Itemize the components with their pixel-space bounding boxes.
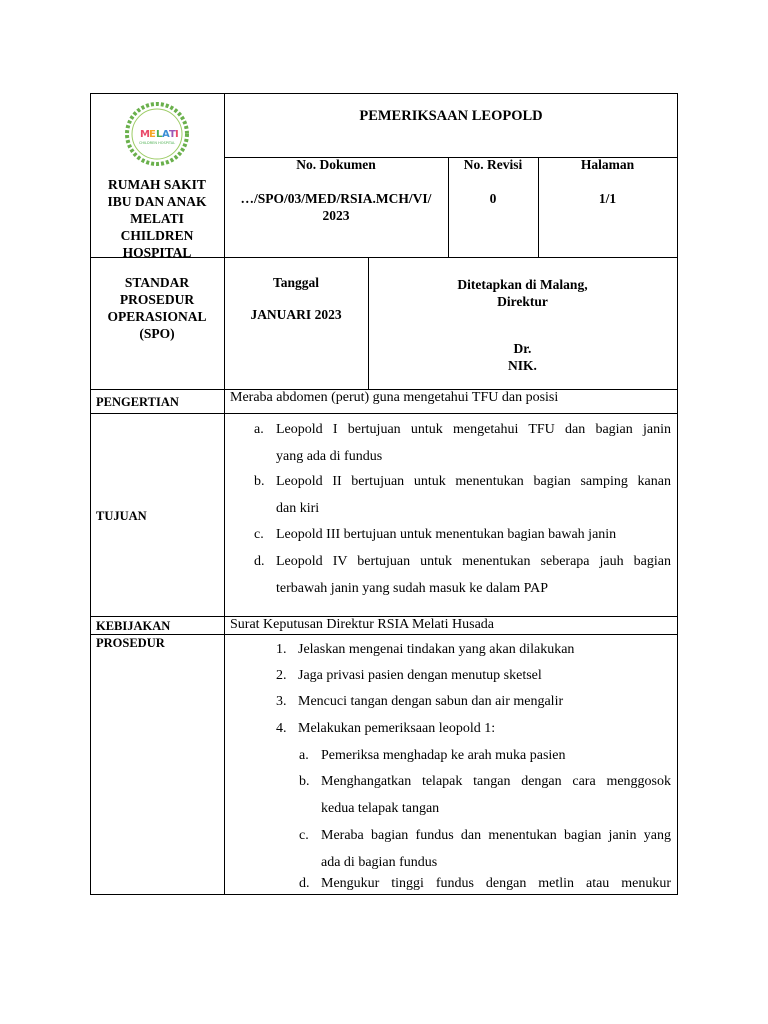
list-item-text — [254, 521, 671, 548]
signer-line: Dr. — [513, 341, 532, 356]
svg-text:T: T — [169, 129, 176, 140]
table-border-top — [90, 93, 678, 94]
no-dokumen-value — [224, 190, 448, 224]
list-item — [254, 521, 671, 548]
kebijakan-label: KEBIJAKAN — [96, 619, 171, 633]
list-marker: 3. — [276, 694, 287, 709]
list-item-line: Meraba bagian fundus dan menentukan bagian janin yang — [321, 828, 671, 843]
list-item-line: yang ada di fundus — [276, 449, 383, 464]
table-border-right — [677, 93, 678, 895]
list-marker: 4. — [276, 721, 287, 736]
list-item — [299, 875, 671, 893]
list-item-line: Leopold II bertujuan untuk menentukan bagian samping kanan — [276, 474, 671, 489]
logo-wreath-icon — [118, 99, 196, 169]
list-item-line: terbawah janin yang sudah masuk ke dalam PAP — [276, 581, 549, 596]
list-item — [276, 636, 671, 663]
spo-label-line: OPERASIONAL — [107, 309, 207, 324]
list-item-line: ada di bagian fundus — [321, 855, 438, 870]
list-item-text — [254, 416, 671, 470]
list-marker: b. — [254, 474, 265, 489]
no-revisi-value: 0 — [489, 191, 497, 206]
list-marker: c. — [254, 527, 264, 542]
ditetapkan-block — [368, 276, 677, 310]
list-item-line: Leopold III bertujuan untuk menentukan bagian bawah janin — [276, 527, 617, 542]
list-item-line: Leopold I bertujuan untuk mengetahui TFU dan bagian janin — [276, 422, 671, 437]
hospital-name-line: MELATI — [130, 211, 184, 226]
ditetapkan-line: Ditetapkan di Malang, — [457, 277, 588, 292]
hospital-name-line: IBU DAN ANAK — [107, 194, 207, 209]
list-item — [276, 715, 671, 742]
svg-text:CHILDREN HOSPITAL: CHILDREN HOSPITAL — [138, 141, 176, 145]
list-marker: 1. — [276, 642, 287, 657]
spo-label — [92, 274, 222, 342]
no-revisi-label: No. Revisi — [463, 157, 523, 172]
spo-label-line: PROSEDUR — [119, 292, 195, 307]
table-border-left — [90, 93, 91, 895]
list-marker: d. — [299, 876, 310, 891]
no-dokumen-line: …/SPO/03/MED/RSIA.MCH/VI/ — [240, 191, 432, 206]
list-item-line: Jaga privasi pasien dengan menutup sketsel — [298, 668, 542, 683]
list-marker: b. — [299, 774, 310, 789]
halaman-value: 1/1 — [598, 191, 617, 206]
list-item-text — [299, 768, 671, 822]
tanggal-label: Tanggal — [272, 275, 320, 290]
spo-label-line: STANDAR — [124, 275, 190, 290]
list-item-line: Mencuci tangan dengan sabun dan air mengalir — [298, 694, 564, 709]
list-item-line: dan kiri — [276, 501, 320, 516]
kebijakan-text: Surat Keputusan Direktur RSIA Melati Husada — [230, 617, 495, 632]
prosedur-label: PROSEDUR — [96, 636, 165, 650]
svg-text:M: M — [140, 129, 150, 140]
ditetapkan-line: Direktur — [497, 294, 548, 309]
table-border-bottom — [90, 894, 678, 895]
list-item — [254, 468, 671, 522]
svg-text:E: E — [149, 129, 156, 140]
list-item — [299, 768, 671, 822]
list-item — [276, 688, 671, 715]
list-item-line: kedua telapak tangan — [321, 801, 440, 816]
hospital-name-line: HOSPITAL — [122, 245, 192, 260]
list-item — [254, 416, 671, 470]
no-dokumen-label: No. Dokumen — [296, 157, 376, 172]
list-item-line: Mengukur tinggi fundus dengan metlin atau menukur — [321, 876, 671, 891]
tanggal-value: JANUARI 2023 — [250, 307, 342, 322]
list-item-text — [254, 548, 671, 602]
list-item — [276, 662, 671, 689]
list-item-line: Pemeriksa menghadap ke arah muka pasien — [321, 748, 566, 763]
halaman-label: Halaman — [580, 157, 635, 172]
signer-block — [368, 340, 677, 374]
svg-text:I: I — [175, 129, 179, 140]
kebijakan-bottom-divider — [90, 634, 678, 635]
hospital-name — [92, 176, 222, 261]
list-marker: 2. — [276, 668, 287, 683]
list-item-line: Leopold IV bertujuan untuk menentukan seberapa jauh bagian — [276, 554, 671, 569]
list-marker: a. — [254, 422, 264, 437]
spo-label-line: (SPO) — [139, 326, 175, 341]
list-marker: c. — [299, 828, 309, 843]
hospital-name-line: RUMAH SAKIT — [108, 177, 206, 192]
list-item-line: Jelaskan mengenai tindakan yang akan dilakukan — [298, 642, 575, 657]
list-item-line: Menghangatkan telapak tangan dengan cara menggosok — [321, 774, 671, 789]
tujuan-label: TUJUAN — [96, 509, 147, 523]
pengertian-text: Meraba abdomen (perut) guna mengetahui TFU dan posisi — [230, 390, 559, 405]
list-item — [254, 548, 671, 602]
no-dokumen-line: 2023 — [322, 208, 350, 223]
hospital-name-line: CHILDREN — [120, 228, 194, 243]
hospital-logo — [118, 99, 196, 169]
list-item — [299, 742, 671, 769]
list-marker: a. — [299, 748, 309, 763]
pengertian-bottom-divider — [90, 413, 678, 414]
list-item-text — [299, 822, 671, 876]
list-item-line: Melakukan pemeriksaan leopold 1: — [298, 721, 496, 736]
document-title: PEMERIKSAAN LEOPOLD — [359, 108, 543, 124]
pengertian-label: PENGERTIAN — [96, 395, 179, 409]
svg-text:L: L — [156, 129, 163, 140]
list-marker: d. — [254, 554, 265, 569]
list-item — [299, 822, 671, 876]
svg-text:A: A — [162, 129, 170, 140]
list-item-text — [254, 468, 671, 522]
signer-line: NIK. — [508, 358, 537, 373]
